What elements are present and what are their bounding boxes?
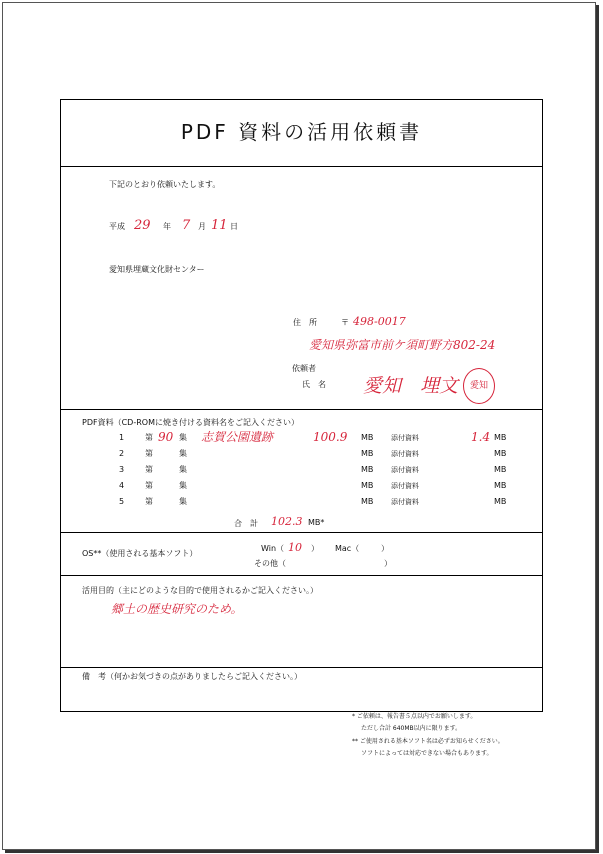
- request-line: 下記のとおり依頼いたします。: [109, 180, 221, 189]
- address-value: 愛知県弥富市前ケ須町野方802-24: [309, 338, 496, 352]
- date-year: 29: [134, 218, 151, 233]
- material-attach-mb: MB: [494, 481, 507, 490]
- material-vol: 90: [158, 430, 174, 444]
- purpose-value: 郷土の歴史研究のため。: [111, 602, 243, 616]
- postal-code: 498-0017: [353, 315, 406, 328]
- divider: [61, 409, 542, 410]
- material-num: 4: [119, 481, 125, 490]
- material-attach-mb: MB: [494, 433, 507, 442]
- requester-name: 愛知 埋文: [363, 375, 459, 397]
- material-dai: 第: [145, 449, 153, 458]
- purpose-label: 活用目的（主にどのような目的で使用されるかご記入ください。）: [82, 586, 318, 595]
- divider: [61, 166, 542, 167]
- os-label: OS**（使用される基本ソフト）: [82, 549, 198, 558]
- remarks-label: 備 考（何かお気づきの点がありましたらご記入ください。）: [82, 672, 302, 681]
- footnote-4: ソフトによっては対応できない場合もあります。: [361, 750, 493, 757]
- materials-header: PDF資料（CD-ROMに焼き付ける資料名をご記入ください）: [82, 418, 299, 427]
- material-shu: 集: [179, 449, 187, 458]
- material-num: 2: [119, 449, 125, 458]
- seal-stamp: 愛知: [463, 368, 495, 404]
- material-num: 5: [119, 497, 125, 506]
- divider: [61, 532, 542, 533]
- total-value: 102.3: [271, 515, 303, 528]
- material-dai: 第: [145, 481, 153, 490]
- material-size: 100.9: [313, 430, 348, 444]
- material-attach-mb: MB: [494, 465, 507, 474]
- material-attach-label: 添付資料: [391, 450, 419, 458]
- divider: [61, 575, 542, 576]
- footnote-1: * ご依頼は、報告書５点以内でお願いします。: [352, 713, 477, 720]
- material-shu: 集: [179, 481, 187, 490]
- material-attach-label: 添付資料: [391, 482, 419, 490]
- material-attach-mb: MB: [494, 449, 507, 458]
- os-win-value: 10: [288, 541, 302, 554]
- material-attach-label: 添付資料: [391, 466, 419, 474]
- os-win-label: Win（: [261, 544, 285, 553]
- material-mb: MB: [361, 449, 374, 458]
- material-dai: 第: [145, 497, 153, 506]
- date-hi: 日: [230, 222, 238, 231]
- requester-label: 依頼者: [292, 364, 316, 373]
- material-attach: 1.4: [471, 430, 491, 444]
- material-dai: 第: [145, 465, 153, 474]
- material-dai: 第: [145, 433, 153, 442]
- material-attach-label: 添付資料: [391, 434, 419, 442]
- material-shu: 集: [179, 433, 187, 442]
- material-mb: MB: [361, 497, 374, 506]
- material-mb: MB: [361, 465, 374, 474]
- material-shu: 集: [179, 497, 187, 506]
- os-other-label: その他（: [254, 559, 286, 568]
- material-attach-mb: MB: [494, 497, 507, 506]
- recipient: 愛知県埋蔵文化財センター: [109, 265, 205, 274]
- os-mac-label: Mac（: [335, 544, 360, 553]
- total-unit: MB*: [308, 518, 325, 527]
- os-win-close: ）: [311, 544, 319, 553]
- os-mac-close: ）: [381, 544, 389, 553]
- date-day: 11: [211, 218, 228, 233]
- name-label: 氏 名: [302, 380, 326, 389]
- material-num: 1: [119, 433, 125, 442]
- date-tsuki: 月: [198, 222, 206, 231]
- divider: [61, 667, 542, 668]
- date-month: 7: [182, 218, 191, 233]
- total-label: 合 計: [234, 519, 258, 528]
- address-label: 住 所: [293, 318, 317, 327]
- material-shu: 集: [179, 465, 187, 474]
- footnote-3: ** ご使用される基本ソフト名は必ずお知らせください。: [352, 738, 504, 745]
- material-name: 志賀公園遺跡: [201, 430, 274, 444]
- material-mb: MB: [361, 481, 374, 490]
- os-other-close: ）: [384, 559, 392, 568]
- date-era: 平成: [109, 222, 125, 231]
- postal-mark: 〒: [341, 318, 349, 327]
- material-mb: MB: [361, 433, 374, 442]
- footnote-2: ただし合計 640MB以内に限ります。: [361, 725, 462, 732]
- form-title: PDF 資料の活用依頼書: [180, 120, 423, 144]
- material-num: 3: [119, 465, 125, 474]
- date-nen: 年: [163, 222, 171, 231]
- material-attach-label: 添付資料: [391, 498, 419, 506]
- request-form: [60, 99, 543, 712]
